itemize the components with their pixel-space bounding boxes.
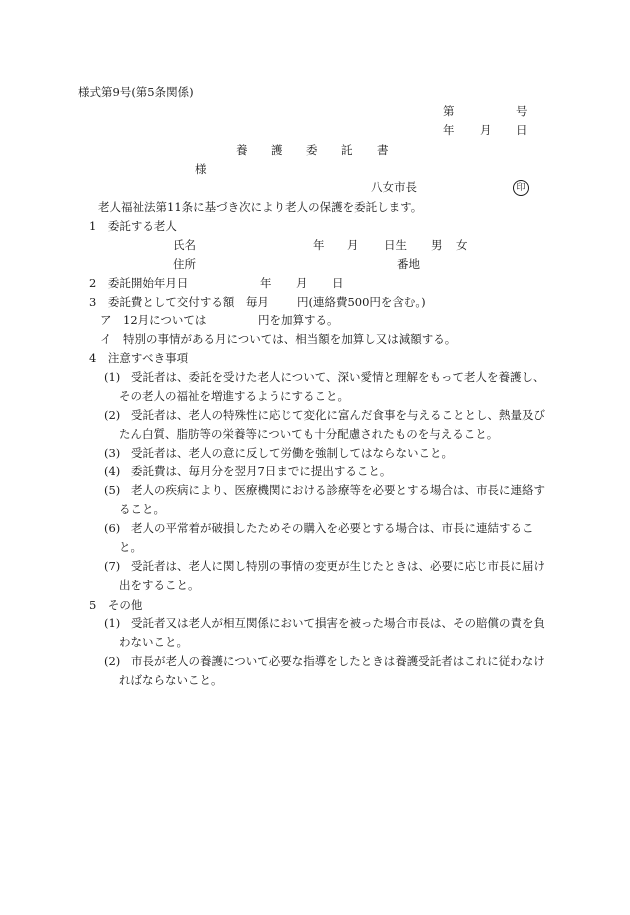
title-char: 護 xyxy=(271,143,283,157)
section3-heading: 3 委託費として交付する額 毎月 xyxy=(89,295,269,309)
sex-female: 女 xyxy=(456,238,468,252)
name-label: 氏名 xyxy=(173,238,196,252)
title-char: 委 xyxy=(306,143,318,157)
item-text: 受託者は、委託を受けた老人について、深い愛情と理解をもって老人を養護し、その老人の福祉を増進するようにすること。 xyxy=(119,370,545,403)
item-number: (7) xyxy=(104,559,121,573)
item-text: 受託者は、老人の意に反して労働を強制してはならないこと。 xyxy=(131,446,453,460)
item-text: 委託費は、毎月分を翌月7日までに提出すること。 xyxy=(131,464,392,478)
intro-text: 老人福祉法第11条に基づき次により老人の保護を委託します。 xyxy=(98,200,423,214)
date-day: 日 xyxy=(516,123,528,137)
section3-yen: 円(連絡費500円を含む。) xyxy=(297,295,426,309)
item-number: (2) xyxy=(104,654,121,668)
item-number: (3) xyxy=(104,446,121,460)
section3-i: イ 特別の事情がある月については、相当額を加算し又は減額する。 xyxy=(100,332,457,346)
item-text: 老人の平常着が破損したためその購入を必要とする場合は、市長に連結すること。 xyxy=(119,521,534,554)
birth-year: 年 xyxy=(313,238,325,252)
section3-a-tail: 円を加算する。 xyxy=(258,313,339,327)
issuer: 八女市長 xyxy=(371,180,417,194)
section3-a: ア 12月については xyxy=(100,313,207,327)
birth-month: 月 xyxy=(347,238,359,252)
item-text: 受託者は、老人の特殊性に応じて変化に富んだ食事を与えることとし、熱量及びたん白質、脂肪等の栄養等についても十分配慮されたものを与えること。 xyxy=(119,408,545,441)
start-year: 年 xyxy=(260,276,272,290)
start-day: 日 xyxy=(332,276,344,290)
addressee-suffix: 様 xyxy=(195,162,207,176)
title-char: 書 xyxy=(377,143,389,157)
item-number: (5) xyxy=(104,483,121,497)
sex-male: 男 xyxy=(431,238,443,252)
form-label: 様式第9号(第5条関係) xyxy=(78,85,194,99)
item-number: (1) xyxy=(104,370,121,384)
item-number: (6) xyxy=(104,521,121,535)
date-year: 年 xyxy=(443,123,455,137)
item-text: 老人の疾病により、医療機関における診療等を必要とする場合は、市長に連絡すること。 xyxy=(119,483,545,516)
section5-heading: 5 その他 xyxy=(89,598,143,612)
document-title xyxy=(0,141,630,160)
item-text: 受託者又は老人が相互関係において損害を被った場合市長は、その賠償の責を負わないこと。 xyxy=(119,616,545,649)
section2-heading: 2 委託開始年月日 xyxy=(89,276,189,290)
title-char: 託 xyxy=(341,143,353,157)
item-text: 受託者は、老人に関し特別の事情の変更が生じたときは、必要に応じ市長に届け出をすること。 xyxy=(119,559,545,592)
title-char: 養 xyxy=(236,143,248,157)
address-label: 住所 xyxy=(173,257,196,271)
section1-heading: 1 委託する老人 xyxy=(89,219,177,233)
number-prefix: 第 xyxy=(443,104,455,118)
item-number: (2) xyxy=(104,408,121,422)
item-number: (4) xyxy=(104,464,121,478)
start-month: 月 xyxy=(296,276,308,290)
number-suffix: 号 xyxy=(516,104,528,118)
date-month: 月 xyxy=(480,123,492,137)
item-text: 市長が老人の養護について必要な指導をしたときは養護受託者はこれに従わなければならないこと。 xyxy=(119,654,545,687)
seal-stamp: 印 xyxy=(513,180,529,196)
birth-day: 日生 xyxy=(384,238,407,252)
section4-heading: 4 注意すべき事項 xyxy=(89,351,189,365)
item-number: (1) xyxy=(104,616,121,630)
banchi-label: 番地 xyxy=(397,257,420,271)
